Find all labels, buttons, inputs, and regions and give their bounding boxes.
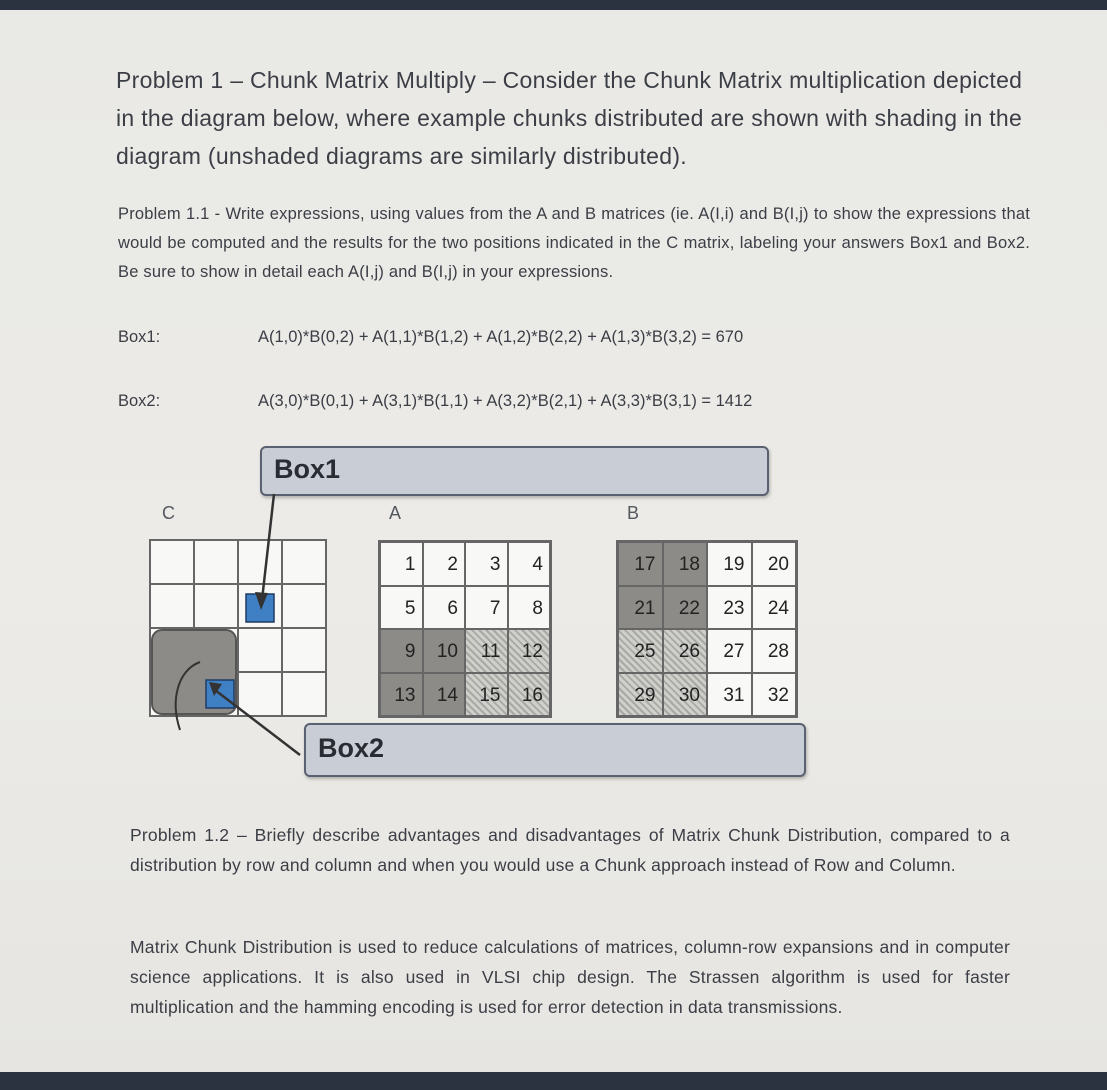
box1-callout-label: Box1 xyxy=(274,454,341,484)
matrix-a-cell: 5 xyxy=(380,586,423,630)
matrix-b-cell: 19 xyxy=(707,542,752,586)
matrix-b-cell: 29 xyxy=(618,673,663,717)
document-page xyxy=(0,10,1107,1072)
matrix-a-cell: 4 xyxy=(508,542,551,586)
matrix-a-cell: 14 xyxy=(423,673,466,717)
matrix-b-cell: 30 xyxy=(663,673,708,717)
matrix-b-label: B xyxy=(627,503,640,523)
matrix-b-cell: 28 xyxy=(752,629,797,673)
matrix-a-cell: 6 xyxy=(423,586,466,630)
problem1-1-text: Problem 1.1 - Write expressions, using values from the A and B matrices (ie. A(I,i) and B(I,j) to show the expressions that would be computed and the results for the two positions indicated in the C matrix, labeling your answers Box1 and Box2. Be sure to show in detail each A(I,j) and B(I,j) in your expressions. xyxy=(118,205,1030,281)
box1-callout xyxy=(260,446,769,496)
matrix-a-cell: 8 xyxy=(508,586,551,630)
matrix-b-cell: 24 xyxy=(752,586,797,630)
matrix-b-grid xyxy=(616,540,798,718)
box1-target-cell xyxy=(246,594,274,622)
matrix-b-cell: 17 xyxy=(618,542,663,586)
matrix-a-cell: 7 xyxy=(465,586,508,630)
matrix-a-cell: 9 xyxy=(380,629,423,673)
matrix-b-cell: 25 xyxy=(618,629,663,673)
matrix-a-cell: 3 xyxy=(465,542,508,586)
matrix-a-cell: 15 xyxy=(465,673,508,717)
box1-answer-label: Box1: xyxy=(118,328,161,346)
matrix-a-cell: 12 xyxy=(508,629,551,673)
matrix-b-cell: 23 xyxy=(707,586,752,630)
matrix-a-label: A xyxy=(389,503,402,523)
matrix-a-cell: 16 xyxy=(508,673,551,717)
matrix-b-cell: 31 xyxy=(707,673,752,717)
box2-callout-label: Box2 xyxy=(318,733,385,763)
matrix-c-label: C xyxy=(162,503,175,523)
box2-answer-expression: A(3,0)*B(0,1) + A(3,1)*B(1,1) + A(3,2)*B(2,1) + A(3,3)*B(3,1) = 1412 xyxy=(258,392,753,410)
matrix-b-cell: 18 xyxy=(663,542,708,586)
matrix-a-cell: 2 xyxy=(423,542,466,586)
matrix-a-cell: 11 xyxy=(465,629,508,673)
box2-answer-label: Box2: xyxy=(118,392,161,410)
matrix-b-cell: 22 xyxy=(663,586,708,630)
matrix-b-cell: 26 xyxy=(663,629,708,673)
problem1-2-answer: Matrix Chunk Distribution is used to reduce calculations of matrices, column-row expansions and in computer science applications. It is also used in VLSI chip design. The Strassen algorithm is used for faster multiplication and the hamming encoding is used for error detection in data transmissions. xyxy=(130,937,1010,1017)
box2-target-cell xyxy=(206,680,234,708)
matrix-b-cell: 27 xyxy=(707,629,752,673)
matrix-b-cell: 20 xyxy=(752,542,797,586)
matrix-a-cell: 13 xyxy=(380,673,423,717)
matrix-a-cell: 1 xyxy=(380,542,423,586)
box2-callout xyxy=(304,723,806,777)
problem1-2-question: Problem 1.2 – Briefly describe advantages and disadvantages of Matrix Chunk Distribution, compared to a distribution by row and column and when you would use a Chunk approach instead of Row and Column. xyxy=(130,825,1010,875)
problem1-heading: Problem 1 – Chunk Matrix Multiply – Consider the Chunk Matrix multiplication depicted in the diagram below, where example chunks distributed are shown with shading in the diagram (unshaded diagrams are similarly distributed). xyxy=(116,67,1023,169)
matrix-c-grid xyxy=(140,530,340,740)
matrix-a-cell: 10 xyxy=(423,629,466,673)
matrix-b-cell: 21 xyxy=(618,586,663,630)
matrix-b-cell: 32 xyxy=(752,673,797,717)
box1-answer-expression: A(1,0)*B(0,2) + A(1,1)*B(1,2) + A(1,2)*B(2,2) + A(1,3)*B(3,2) = 670 xyxy=(258,328,744,346)
matrix-a-grid xyxy=(378,540,552,718)
